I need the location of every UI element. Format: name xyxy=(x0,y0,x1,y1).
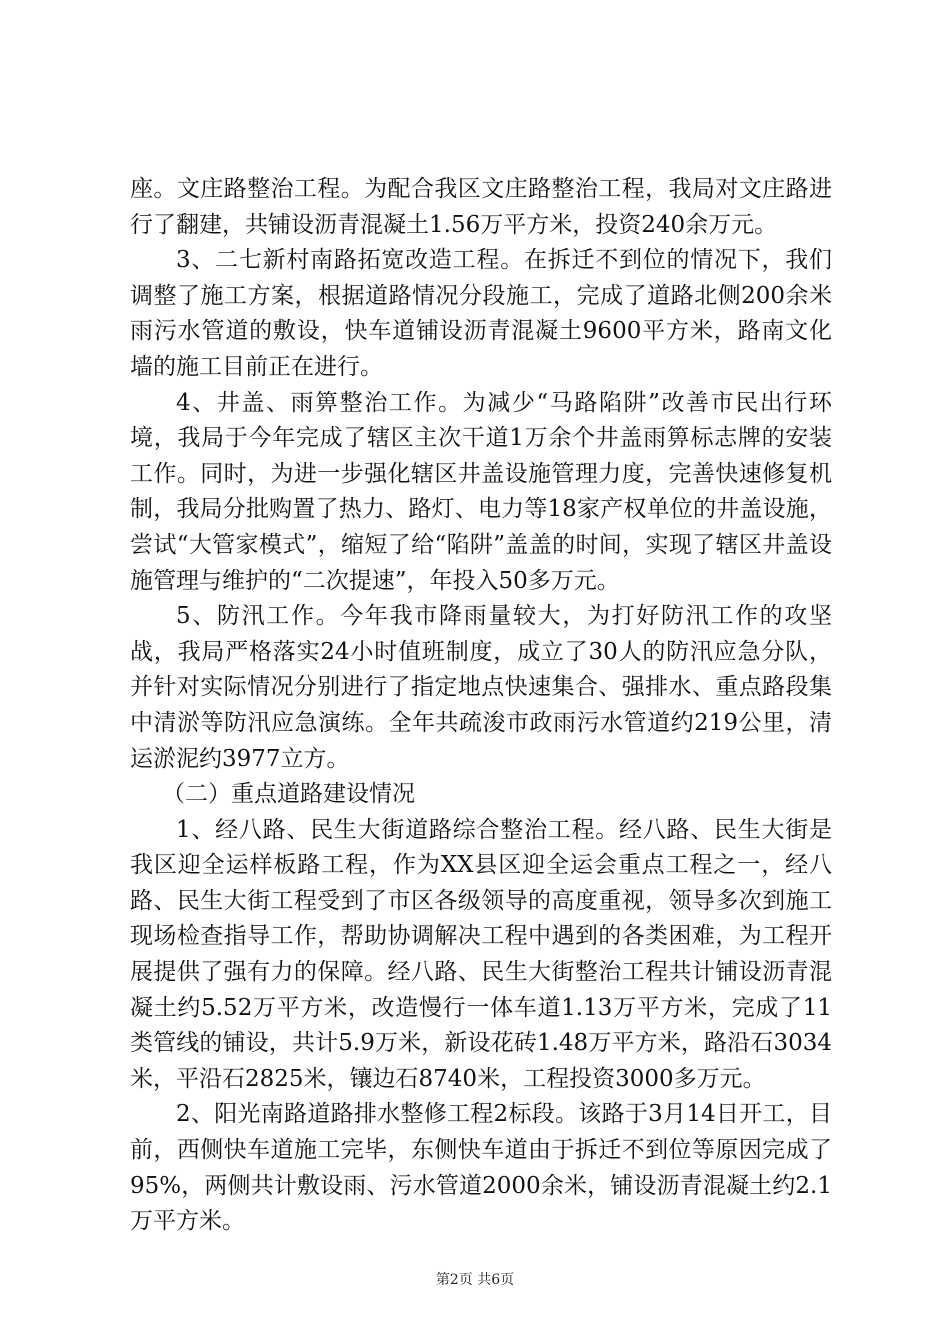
paragraph-yangguang-road: 2、阳光南路道路排水整修工程2标段。该路于3月14日开工，目前，西侧快车道施工完毕，东侧快车道由于拆迁不到位等原因完成了95%，两侧共计敷设雨、污水管道2000余米，铺设沥青混凝土约2.1万平方米。 xyxy=(130,1101,832,1235)
section-heading: （二）重点道路建设情况 xyxy=(162,781,415,808)
paragraph-flood-control: 5、防汛工作。今年我市降雨量较大，为打好防汛工作的攻坚战，我局严格落实24小时值班制度，成立了30人的防汛应急分队，并针对实际情况分别进行了指定地点快速集合、强排水、重点路段集中清淤等防汛应急演练。全年共疏浚市政雨污水管道约219公里，清运淤泥约3977立方。 xyxy=(130,603,832,772)
page-footer: 第2页 共6页 xyxy=(435,1272,515,1288)
paragraph-wenzhuang-road: 座。文庄路整治工程。为配合我区文庄路整治工程，我局对文庄路进行了翻建，共铺设沥青混凝土1.56万平方米，投资240余万元。 xyxy=(130,176,832,238)
document-body xyxy=(130,172,832,1240)
paragraph-jingba-road: 1、经八路、民生大街道路综合整治工程。经八路、民生大街是我区迎全运样板路工程，作为XX县区迎全运会重点工程之一，经八路、民生大街工程受到了市区各级领导的高度重视，领导多次到施工现场检查指导工作，帮助协调解决工程中遇到的各类困难，为工程开展提供了强有力的保障。经八路、民生大街整治工程共计铺设沥青混凝土约5.52万平方米，改造慢行一体车道1.13万平方米，完成了11类管线的铺设，共计5.9万米，新设花砖1.48万平方米，路沿石3034米，平沿石2825米，镶边石8740米，工程投资3000多万元。 xyxy=(130,816,832,1092)
paragraph-manhole-covers: 4、井盖、雨箅整治工作。为减少“马路陷阱”改善市民出行环境，我局于今年完成了辖区主次干道1万余个井盖雨箅标志牌的安装工作。同时，为进一步强化辖区井盖设施管理力度，完善快速修复机制，我局分批购置了热力、路灯、电力等18家产权单位的井盖设施，尝试“大管家模式”，缩短了给“陷阱”盖盖的时间，实现了辖区井盖设施管理与维护的“二次提速”，年投入50多万元。 xyxy=(130,389,832,594)
paragraph-erqi-road: 3、二七新村南路拓宽改造工程。在拆迁不到位的情况下，我们调整了施工方案，根据道路情况分段施工，完成了道路北侧200余米雨污水管道的敷设，快车道铺设沥青混凝土9600平方米，路南文化墙的施工目前正在进行。 xyxy=(130,247,832,380)
